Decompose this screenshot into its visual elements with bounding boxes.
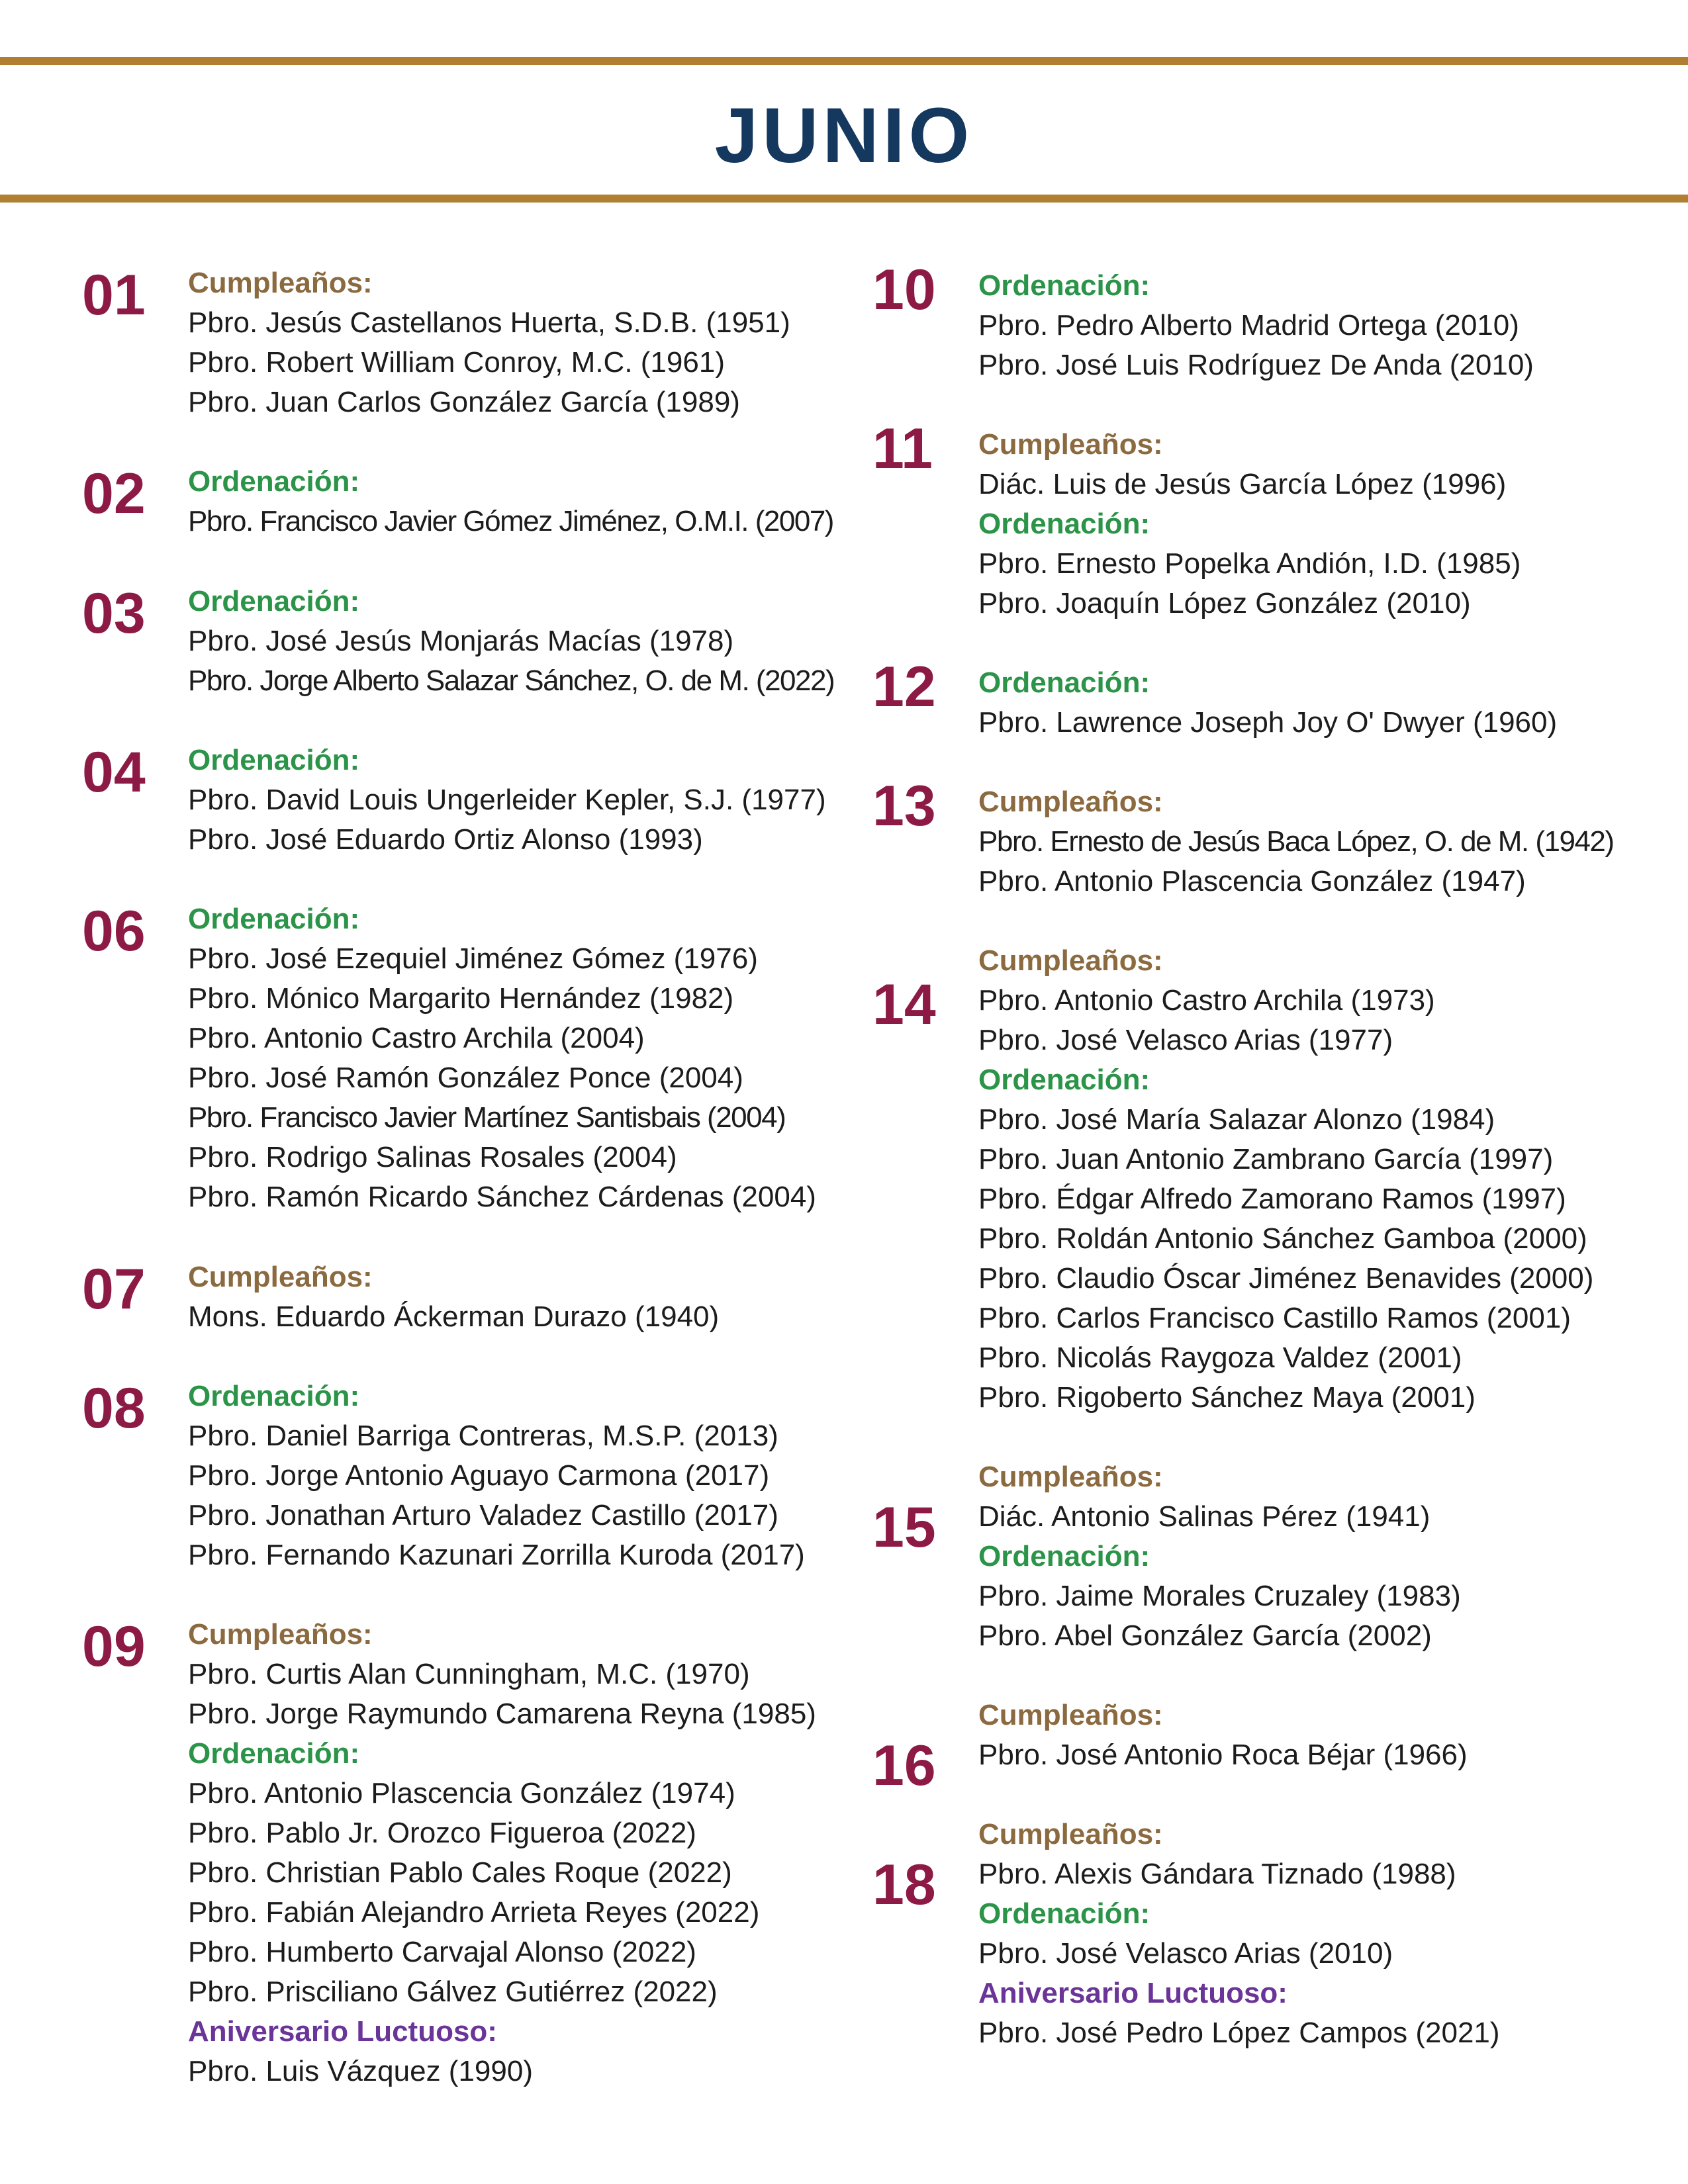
day-number: 18 xyxy=(872,1853,936,1917)
ordenacion-label: Ordenación: xyxy=(188,465,360,498)
list-item: Pbro. Jorge Raymundo Camarena Reyna (1985) xyxy=(188,1698,816,1730)
ordenacion-label: Ordenación: xyxy=(188,1737,360,1770)
day-number: 07 xyxy=(82,1257,146,1321)
day-number: 04 xyxy=(82,741,146,804)
day-number: 03 xyxy=(82,582,146,645)
list-item: Pbro. José Ramón González Ponce (2004) xyxy=(188,1062,743,1094)
luctuoso-label: Aniversario Luctuoso: xyxy=(978,1977,1288,2009)
cumpleanos-label: Cumpleaños: xyxy=(188,267,373,299)
list-item: Pbro. José Luis Rodríguez De Anda (2010) xyxy=(978,349,1534,381)
list-item: Pbro. Francisco Javier Gómez Jiménez, O.M.I. (2007) xyxy=(188,505,833,537)
list-item: Pbro. Daniel Barriga Contreras, M.S.P. (2013) xyxy=(188,1420,778,1452)
list-item: Pbro. Humberto Carvajal Alonso (2022) xyxy=(188,1936,696,1968)
list-item: Pbro. David Louis Ungerleider Kepler, S.J. (1977) xyxy=(188,784,826,816)
top-rule xyxy=(0,57,1688,65)
list-item: Pbro. José Eduardo Ortiz Alonso (1993) xyxy=(188,823,703,856)
luctuoso-label: Aniversario Luctuoso: xyxy=(188,2015,497,2048)
list-item: Pbro. José María Salazar Alonzo (1984) xyxy=(978,1103,1495,1136)
list-item: Pbro. Juan Antonio Zambrano García (1997) xyxy=(978,1143,1554,1175)
cumpleanos-label: Cumpleaños: xyxy=(978,1818,1163,1850)
day-number: 12 xyxy=(872,655,936,719)
list-item: Pbro. Rodrigo Salinas Rosales (2004) xyxy=(188,1141,677,1173)
day-number: 14 xyxy=(872,973,936,1036)
list-item: Pbro. Alexis Gándara Tiznado (1988) xyxy=(978,1858,1456,1890)
list-item: Pbro. José Jesús Monjarás Macías (1978) xyxy=(188,625,734,657)
day-number: 02 xyxy=(82,462,146,525)
day-number: 16 xyxy=(872,1734,936,1797)
page-title: JUNIO xyxy=(714,92,974,179)
list-item: Pbro. José Ezequiel Jiménez Gómez (1976) xyxy=(188,942,758,975)
list-item: Diác. Antonio Salinas Pérez (1941) xyxy=(978,1500,1430,1533)
list-item: Pbro. Claudio Óscar Jiménez Benavides (2000) xyxy=(978,1262,1594,1295)
list-item: Pbro. José Antonio Roca Béjar (1966) xyxy=(978,1739,1468,1771)
list-item: Pbro. Antonio Plascencia González (1974) xyxy=(188,1777,735,1809)
list-item: Pbro. Ernesto de Jesús Baca López, O. de M. (1942) xyxy=(978,825,1614,858)
ordenacion-label: Ordenación: xyxy=(978,1897,1150,1930)
ordenacion-label: Ordenación: xyxy=(978,508,1150,540)
day-number: 06 xyxy=(82,899,146,963)
day-number: 13 xyxy=(872,774,936,838)
bottom-rule xyxy=(0,195,1688,203)
cumpleanos-label: Cumpleaños: xyxy=(978,428,1163,461)
list-item: Pbro. Luis Vázquez (1990) xyxy=(188,2055,533,2087)
cumpleanos-label: Cumpleaños: xyxy=(978,1461,1163,1493)
list-item: Pbro. Fernando Kazunari Zorrilla Kuroda (2017) xyxy=(188,1539,805,1571)
list-item: Pbro. Pablo Jr. Orozco Figueroa (2022) xyxy=(188,1817,696,1849)
list-item: Pbro. Jesús Castellanos Huerta, S.D.B. (1951) xyxy=(188,306,790,339)
list-item: Pbro. Antonio Castro Archila (2004) xyxy=(188,1022,645,1054)
cumpleanos-label: Cumpleaños: xyxy=(188,1261,373,1293)
cumpleanos-label: Cumpleaños: xyxy=(188,1618,373,1651)
list-item: Mons. Eduardo Áckerman Durazo (1940) xyxy=(188,1300,720,1333)
list-item: Pbro. Carlos Francisco Castillo Ramos (2001) xyxy=(978,1302,1571,1334)
list-item: Pbro. José Pedro López Campos (2021) xyxy=(978,2017,1500,2049)
list-item: Pbro. Jorge Alberto Salazar Sánchez, O. de M. (2022) xyxy=(188,664,835,697)
list-item: Pbro. Pedro Alberto Madrid Ortega (2010) xyxy=(978,309,1519,341)
ordenacion-label: Ordenación: xyxy=(188,1380,360,1412)
list-item: Pbro. Antonio Castro Archila (1973) xyxy=(978,984,1435,1017)
list-item: Pbro. Fabián Alejandro Arrieta Reyes (2022) xyxy=(188,1896,760,1929)
list-item: Pbro. Joaquín López González (2010) xyxy=(978,587,1471,619)
day-number: 15 xyxy=(872,1496,936,1559)
list-item: Pbro. Ernesto Popelka Andión, I.D. (1985) xyxy=(978,547,1521,580)
day-number: 09 xyxy=(82,1615,146,1678)
ordenacion-label: Ordenación: xyxy=(978,269,1150,302)
list-item: Pbro. Jonathan Arturo Valadez Castillo (2017) xyxy=(188,1499,778,1531)
cumpleanos-label: Cumpleaños: xyxy=(978,786,1163,818)
ordenacion-label: Ordenación: xyxy=(978,1064,1150,1096)
list-item: Pbro. Roldán Antonio Sánchez Gamboa (2000) xyxy=(978,1222,1587,1255)
list-item: Pbro. Juan Carlos González García (1989) xyxy=(188,386,740,418)
day-number: 08 xyxy=(82,1377,146,1440)
ordenacion-label: Ordenación: xyxy=(188,903,360,935)
list-item: Pbro. José Velasco Arias (2010) xyxy=(978,1937,1393,1970)
list-item: Pbro. Christian Pablo Cales Roque (2022) xyxy=(188,1856,732,1889)
list-item: Pbro. Ramón Ricardo Sánchez Cárdenas (2004) xyxy=(188,1181,816,1213)
list-item: Pbro. Lawrence Joseph Joy O' Dwyer (1960) xyxy=(978,706,1558,739)
list-item: Pbro. Édgar Alfredo Zamorano Ramos (1997) xyxy=(978,1183,1566,1215)
list-item: Pbro. Rigoberto Sánchez Maya (2001) xyxy=(978,1381,1476,1414)
list-item: Pbro. Prisciliano Gálvez Gutiérrez (2022) xyxy=(188,1976,718,2008)
list-item: Pbro. Jaime Morales Cruzaley (1983) xyxy=(978,1580,1461,1612)
ordenacion-label: Ordenación: xyxy=(978,666,1150,699)
ordenacion-label: Ordenación: xyxy=(188,744,360,776)
list-item: Pbro. Curtis Alan Cunningham, M.C. (1970) xyxy=(188,1658,750,1690)
day-number: 11 xyxy=(872,417,933,480)
list-item: Pbro. Nicolás Raygoza Valdez (2001) xyxy=(978,1342,1462,1374)
ordenacion-label: Ordenación: xyxy=(188,585,360,617)
list-item: Pbro. José Velasco Arias (1977) xyxy=(978,1024,1393,1056)
list-item: Diác. Luis de Jesús García López (1996) xyxy=(978,468,1507,500)
list-item: Pbro. Mónico Margarito Hernández (1982) xyxy=(188,982,734,1015)
day-number: 10 xyxy=(872,258,936,322)
cumpleanos-label: Cumpleaños: xyxy=(978,944,1163,977)
cumpleanos-label: Cumpleaños: xyxy=(978,1699,1163,1731)
list-item: Pbro. Abel González García (2002) xyxy=(978,1619,1432,1652)
list-item: Pbro. Francisco Javier Martínez Santisbais (2004) xyxy=(188,1101,786,1134)
day-number: 01 xyxy=(82,263,146,327)
list-item: Pbro. Robert William Conroy, M.C. (1961) xyxy=(188,346,725,379)
list-item: Pbro. Antonio Plascencia González (1947) xyxy=(978,865,1526,897)
list-item: Pbro. Jorge Antonio Aguayo Carmona (2017) xyxy=(188,1459,770,1492)
ordenacion-label: Ordenación: xyxy=(978,1540,1150,1572)
